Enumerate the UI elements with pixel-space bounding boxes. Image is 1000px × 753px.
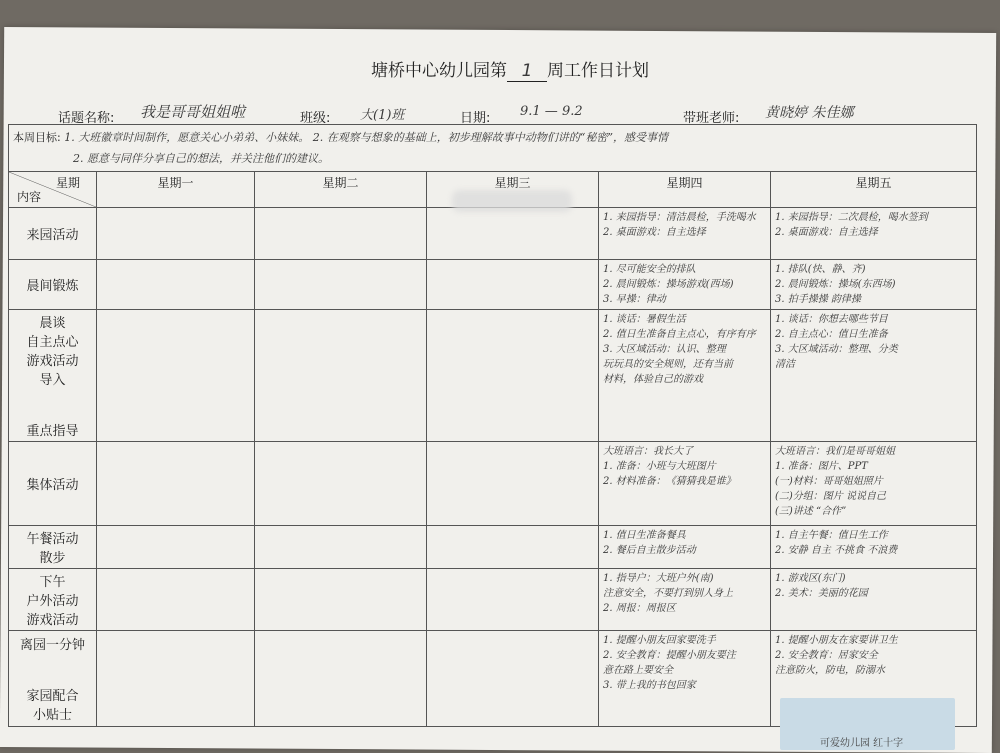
row-label bbox=[9, 631, 97, 727]
row-label bbox=[9, 526, 97, 569]
cell-line: 2. 自主点心：值日生准备 bbox=[775, 329, 888, 340]
row-label-line: 户外活动 bbox=[26, 594, 79, 609]
cell-line: 2. 安全教育：提醒小朋友要注 bbox=[603, 650, 736, 661]
row-label: 来园活动 bbox=[9, 208, 97, 260]
empty-cell bbox=[255, 260, 427, 310]
friday-cell bbox=[771, 526, 977, 569]
week-number: 1 bbox=[507, 61, 547, 82]
empty-cell bbox=[97, 569, 255, 631]
date-label: 日期: bbox=[460, 111, 491, 126]
thursday-cell bbox=[599, 260, 771, 310]
empty-cell bbox=[427, 310, 599, 442]
cell-line: 清洁 bbox=[775, 359, 795, 370]
cell-line: 2. 周报：周报区 bbox=[603, 603, 676, 614]
empty-cell bbox=[427, 631, 599, 727]
corner-content-label: 内容 bbox=[17, 190, 42, 204]
friday-cell bbox=[771, 442, 977, 526]
cell-line: 1. 值日生准备餐具 bbox=[603, 530, 686, 541]
day-header: 星期三 bbox=[427, 172, 599, 208]
teacher-value: 黄晓婷 朱佳娜 bbox=[765, 105, 854, 121]
empty-cell bbox=[427, 208, 599, 260]
empty-cell bbox=[97, 526, 255, 569]
cell-line: 3. 早操：律动 bbox=[603, 294, 666, 305]
activity-row bbox=[9, 260, 977, 310]
weekly-goals bbox=[9, 125, 977, 172]
empty-cell bbox=[97, 260, 255, 310]
thursday-cell bbox=[599, 208, 771, 260]
empty-cell bbox=[255, 631, 427, 727]
corner-weekday-label: 星期 bbox=[55, 176, 80, 190]
activity-row bbox=[9, 526, 977, 569]
cell-line: 1. 指导户：大班户外(南) bbox=[603, 573, 714, 584]
row-label-line: 游戏活动 bbox=[26, 613, 79, 628]
row-label: 晨间锻炼 bbox=[9, 260, 97, 310]
cell-line: 1. 排队(快、静、齐) bbox=[775, 264, 866, 275]
cell-line: 1. 准备：小班与大班图片 bbox=[603, 461, 716, 472]
cell-line: 2. 材料准备：《猜猜我是谁》 bbox=[603, 476, 736, 487]
empty-cell bbox=[427, 442, 599, 526]
cell-line: 1. 谈话：暑假生活 bbox=[603, 314, 686, 325]
sticker bbox=[780, 698, 955, 750]
friday-cell bbox=[771, 569, 977, 631]
cell-line: 2. 安全教育：居家安全 bbox=[775, 650, 878, 661]
friday-cell bbox=[771, 310, 977, 442]
day-header: 星期二 bbox=[255, 172, 427, 208]
row-label: 集体活动 bbox=[9, 442, 97, 526]
class-label: 班级: bbox=[300, 111, 331, 126]
cell-line: 1. 准备：图片、PPT bbox=[775, 461, 868, 472]
cell-line: 意在路上要安全 bbox=[603, 665, 673, 676]
row-label-line bbox=[13, 669, 92, 685]
activity-row bbox=[9, 208, 977, 260]
class-value: 大(1)班 bbox=[360, 108, 405, 123]
row-label-line: 散步 bbox=[39, 551, 66, 566]
empty-cell bbox=[427, 569, 599, 631]
date-value: 9.1 — 9.2 bbox=[520, 104, 583, 119]
row-label-line: 自主点心 bbox=[26, 335, 79, 350]
cell-line: 大班语言：我们是哥哥姐姐 bbox=[775, 446, 895, 457]
cell-line: 材料，体验自己的游戏 bbox=[603, 374, 703, 385]
cell-line: 1. 尽可能安全的排队 bbox=[603, 264, 696, 275]
cell-line: (二)分组：图片 说说自己 bbox=[775, 491, 886, 502]
empty-cell bbox=[255, 442, 427, 526]
row-label-line bbox=[13, 404, 92, 420]
cell-line: 1. 提醒小朋友在家要讲卫生 bbox=[775, 635, 898, 646]
empty-cell bbox=[97, 310, 255, 442]
cell-line: 1. 来园指导：清洁晨检，手洗喝水 bbox=[603, 212, 756, 223]
empty-cell bbox=[255, 569, 427, 631]
cell-line: 2. 餐后自主散步活动 bbox=[603, 545, 696, 556]
empty-cell bbox=[255, 208, 427, 260]
cell-line: 注意防火，防电，防溺水 bbox=[775, 665, 885, 676]
thursday-cell bbox=[599, 631, 771, 727]
cell-line: (一)材料：哥哥姐姐照片 bbox=[775, 476, 883, 487]
activity-row bbox=[9, 310, 977, 442]
row-label-line: 游戏活动 bbox=[26, 354, 79, 369]
row-label-line: 下午 bbox=[39, 575, 66, 590]
row-label-line bbox=[13, 388, 92, 404]
row-label-line: 导入 bbox=[39, 373, 66, 388]
empty-cell bbox=[427, 526, 599, 569]
thursday-cell bbox=[599, 526, 771, 569]
row-label bbox=[9, 569, 97, 631]
cell-line: 3. 大区域活动：认识、整理 bbox=[603, 344, 726, 355]
sticker-text: 可爱幼儿园 红十字 bbox=[820, 738, 904, 749]
row-label bbox=[9, 310, 97, 442]
row-label-line: 家园配合 bbox=[26, 689, 79, 704]
cell-line: 1. 谈话：你想去哪些节目 bbox=[775, 314, 888, 325]
cell-line: 3. 拍手操操 韵律操 bbox=[775, 294, 861, 305]
goal-line-1: 1. 大班徽章时间制作，愿意关心小弟弟、小妹妹。 2. 在观察与想象的基础上，初步理解故事中动物们讲的“秘密”，感受事情 bbox=[64, 131, 668, 144]
row-label-line bbox=[13, 653, 92, 669]
row-label-line: 晨谈 bbox=[39, 316, 66, 331]
weekly-plan-table bbox=[8, 124, 977, 727]
empty-cell bbox=[255, 310, 427, 442]
empty-cell bbox=[97, 631, 255, 727]
goals-label: 本周目标: bbox=[13, 131, 61, 144]
cell-line: 1. 来园指导：二次晨检，喝水签到 bbox=[775, 212, 928, 223]
cell-line: 2. 晨间锻炼：操场(东西场) bbox=[775, 279, 896, 290]
cell-line: 2. 晨间锻炼：操场游戏(西场) bbox=[603, 279, 734, 290]
empty-cell bbox=[255, 526, 427, 569]
page-title bbox=[300, 56, 720, 82]
thursday-cell bbox=[599, 442, 771, 526]
cell-line: 1. 自主午餐：值日生工作 bbox=[775, 530, 888, 541]
title-prefix: 塘桥中心幼儿园第 bbox=[371, 61, 507, 81]
title-suffix: 周工作日计划 bbox=[547, 61, 649, 81]
topic-label: 话题名称: bbox=[58, 111, 115, 126]
day-header: 星期一 bbox=[97, 172, 255, 208]
teacher-label: 带班老师: bbox=[683, 111, 740, 126]
cell-line: 大班语言：我长大了 bbox=[603, 446, 693, 457]
row-label-line: 小贴士 bbox=[32, 708, 72, 723]
goal-line-2: 2. 愿意与同伴分享自己的想法，并关注他们的建议。 bbox=[73, 152, 329, 165]
corner-header bbox=[9, 172, 97, 208]
cell-line: 3. 带上我的书包回家 bbox=[603, 680, 696, 691]
cell-line: 1. 提醒小朋友回家要洗手 bbox=[603, 635, 716, 646]
cell-line: 2. 值日生准备自主点心，有序有序 bbox=[603, 329, 756, 340]
correction-smudge bbox=[452, 190, 572, 212]
row-label-line: 重点指导 bbox=[26, 424, 79, 439]
row-label-line: 午餐活动 bbox=[26, 532, 79, 547]
empty-cell bbox=[97, 442, 255, 526]
day-header: 星期五 bbox=[771, 172, 977, 208]
cell-line: 2. 桌面游戏：自主选择 bbox=[775, 227, 878, 238]
friday-cell bbox=[771, 260, 977, 310]
cell-line: 2. 安静 自主 不挑食 不浪费 bbox=[775, 545, 898, 556]
cell-line: 2. 美术：美丽的花园 bbox=[775, 588, 868, 599]
empty-cell bbox=[97, 208, 255, 260]
row-label-line: 离园一分钟 bbox=[19, 638, 85, 653]
activity-row bbox=[9, 442, 977, 526]
empty-cell bbox=[427, 260, 599, 310]
cell-line: 3. 大区域活动：整理、分类 bbox=[775, 344, 898, 355]
cell-line: 注意安全，不要打到别人身上 bbox=[603, 588, 733, 599]
topic-value: 我是哥哥姐姐啦 bbox=[140, 103, 246, 121]
thursday-cell bbox=[599, 310, 771, 442]
thursday-cell bbox=[599, 569, 771, 631]
activity-row bbox=[9, 569, 977, 631]
day-header: 星期四 bbox=[599, 172, 771, 208]
cell-line: 2. 桌面游戏：自主选择 bbox=[603, 227, 706, 238]
friday-cell bbox=[771, 208, 977, 260]
cell-line: 1. 游戏区(东门) bbox=[775, 573, 846, 584]
cell-line: 玩玩具的安全规则，还有当前 bbox=[603, 359, 733, 370]
cell-line: (三)讲述 “合作” bbox=[775, 506, 847, 517]
